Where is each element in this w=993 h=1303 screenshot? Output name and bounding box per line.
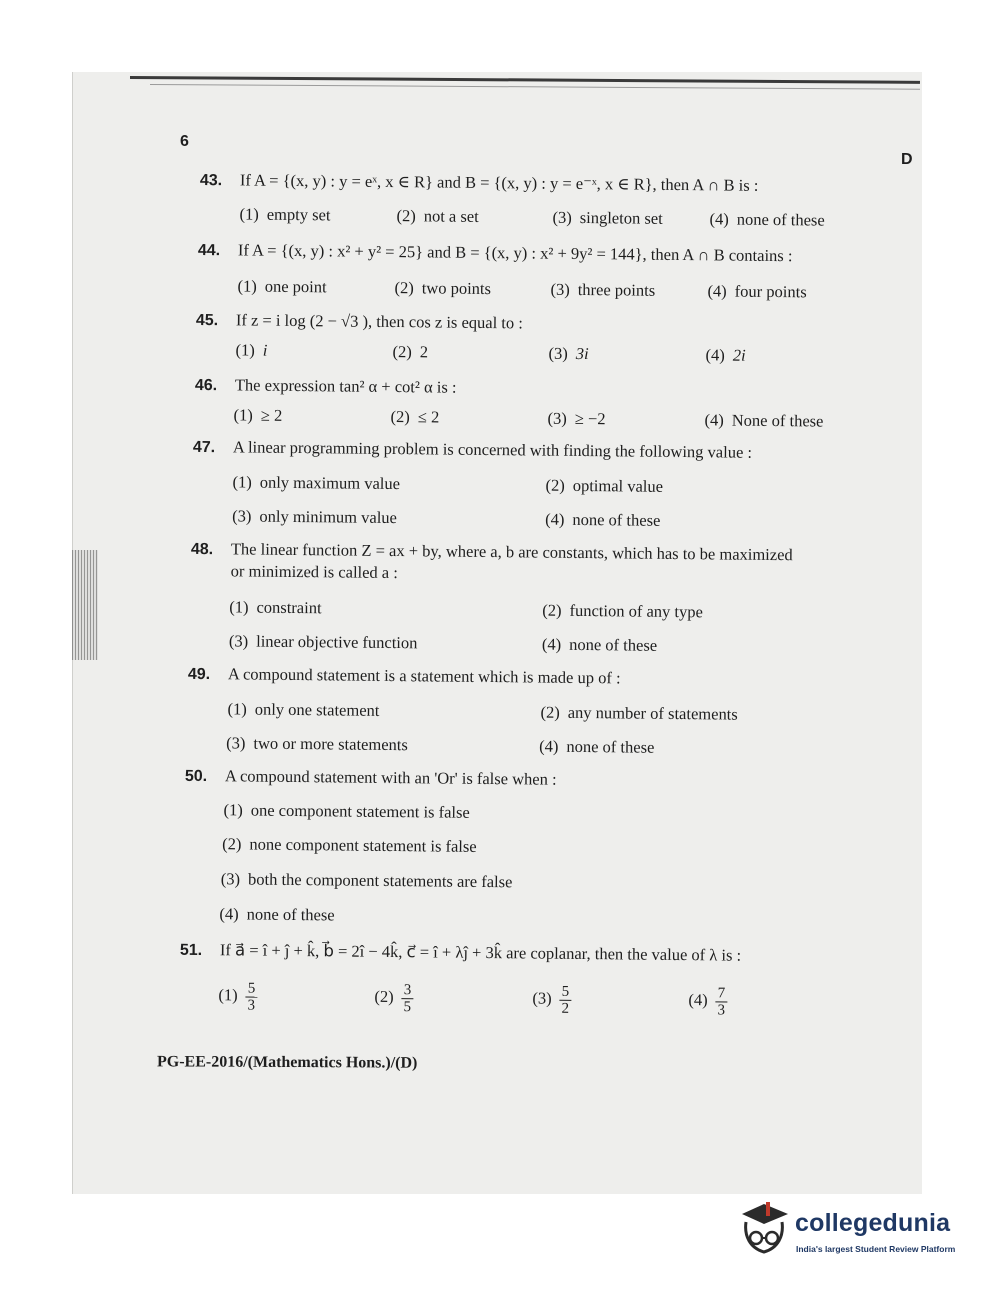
fraction: $\frac{3}{5}$ — [403, 982, 412, 1016]
brand-tagline: India's largest Student Review Platform — [796, 1244, 956, 1254]
question-number: 43. — [199, 171, 223, 190]
option-2[interactable]: (2) $\frac{3}{5}$ — [374, 982, 412, 1016]
option-3[interactable]: (3) $\frac{5}{2}$ — [532, 983, 570, 1017]
option-1[interactable]: (1) one point — [237, 276, 327, 297]
question-number: 48. — [190, 540, 214, 559]
option-4[interactable]: (4) None of these — [704, 410, 824, 431]
question-text: If z = i log (2 − √3 ), then cos z is equal to : — [235, 310, 524, 333]
option-2[interactable]: (2) none component statement is false — [222, 834, 477, 856]
question-number: 50. — [184, 767, 208, 786]
option-4[interactable]: (4) none of these — [219, 904, 335, 925]
option-2[interactable]: (2) not a set — [396, 206, 479, 226]
question-text-line-2: or minimized is called a : — [230, 561, 399, 583]
fraction: $\frac{7}{3}$ — [717, 985, 726, 1019]
option-3[interactable]: (3) ≥ −2 — [547, 408, 606, 429]
option-4[interactable]: (4) four points — [707, 281, 807, 302]
fraction: $\frac{5}{3}$ — [247, 980, 256, 1014]
option-3[interactable]: (3) 3i — [548, 343, 589, 364]
option-4[interactable]: (4) none of these — [545, 509, 661, 530]
option-1[interactable]: (1) one component statement is false — [223, 800, 470, 822]
question-text: The linear function Z = ax + by, where a, b are constants, which has to be maximized — [230, 539, 793, 565]
option-1[interactable]: (1) i — [235, 340, 268, 360]
option-4[interactable]: (4) 2i — [705, 345, 746, 365]
option-4[interactable]: (4) $\frac{7}{3}$ — [688, 985, 726, 1019]
question-number: 47. — [192, 438, 216, 457]
question-number: 44. — [197, 241, 221, 260]
question-number: 49. — [187, 665, 211, 684]
question-text: A compound statement with an 'Or' is false when : — [224, 766, 557, 789]
option-2[interactable]: (2) 2 — [392, 342, 429, 362]
option-1[interactable]: (1) only maximum value — [232, 472, 401, 494]
option-3[interactable]: (3) only minimum value — [232, 506, 398, 528]
page-number: 6 — [180, 133, 189, 150]
question-text: If A = {(x, y) : y = eˣ, x ∈ R} and B = {(x, y) : y = e⁻ˣ, x ∈ R}, then A ∩ B is : — [239, 170, 759, 195]
option-2[interactable]: (2) optimal value — [545, 475, 664, 496]
option-2[interactable]: (2) ≤ 2 — [390, 406, 440, 427]
paper-code-footer: PG-EE-2016/(Mathematics Hons.)/(D) — [156, 1053, 418, 1072]
option-1[interactable]: (1) constraint — [229, 597, 322, 618]
option-3[interactable]: (3) two or more statements — [226, 733, 408, 755]
option-1[interactable]: (1) empty set — [239, 204, 331, 225]
question-text: A linear programming problem is concerned with finding the following value : — [232, 437, 753, 462]
option-3[interactable]: (3) both the component statements are false — [220, 869, 513, 892]
option-1[interactable]: (1) $\frac{5}{3}$ — [218, 980, 256, 1014]
question-number: 51. — [179, 941, 203, 960]
option-4[interactable]: (4) none of these — [709, 209, 825, 230]
question-text: If a⃗ = î + ĵ + k̂, b⃗ = 2î − 4k̂, c⃗ = î + λĵ + 3k̂ are coplanar, then the value of λ is : — [219, 940, 742, 965]
option-4[interactable]: (4) none of these — [539, 736, 655, 757]
set-code: D — [901, 151, 913, 168]
option-1[interactable]: (1) only one statement — [227, 699, 380, 720]
binding-marks — [72, 550, 98, 660]
question-text: If A = {(x, y) : x² + y² = 25} and B = {(x, y) : x² + 9y² = 144}, then A ∩ B contains : — [237, 240, 793, 266]
option-2[interactable]: (2) function of any type — [542, 600, 703, 622]
option-3[interactable]: (3) singleton set — [552, 207, 663, 228]
question-text: A compound statement is a statement which is made up of : — [227, 664, 621, 688]
brand-name[interactable]: collegedunia — [795, 1209, 951, 1237]
option-2[interactable]: (2) two points — [394, 278, 492, 299]
question-number: 46. — [194, 376, 218, 395]
option-3[interactable]: (3) linear objective function — [228, 631, 418, 653]
option-1[interactable]: (1) ≥ 2 — [233, 405, 283, 425]
question-number: 45. — [195, 311, 219, 330]
option-4[interactable]: (4) none of these — [541, 634, 658, 655]
question-text: The expression tan² α + cot² α is : — [234, 375, 457, 397]
option-2[interactable]: (2) any number of statements — [540, 702, 738, 724]
option-3[interactable]: (3) three points — [550, 279, 656, 300]
fraction: $\frac{5}{2}$ — [561, 983, 570, 1017]
scanned-page — [72, 72, 922, 1194]
